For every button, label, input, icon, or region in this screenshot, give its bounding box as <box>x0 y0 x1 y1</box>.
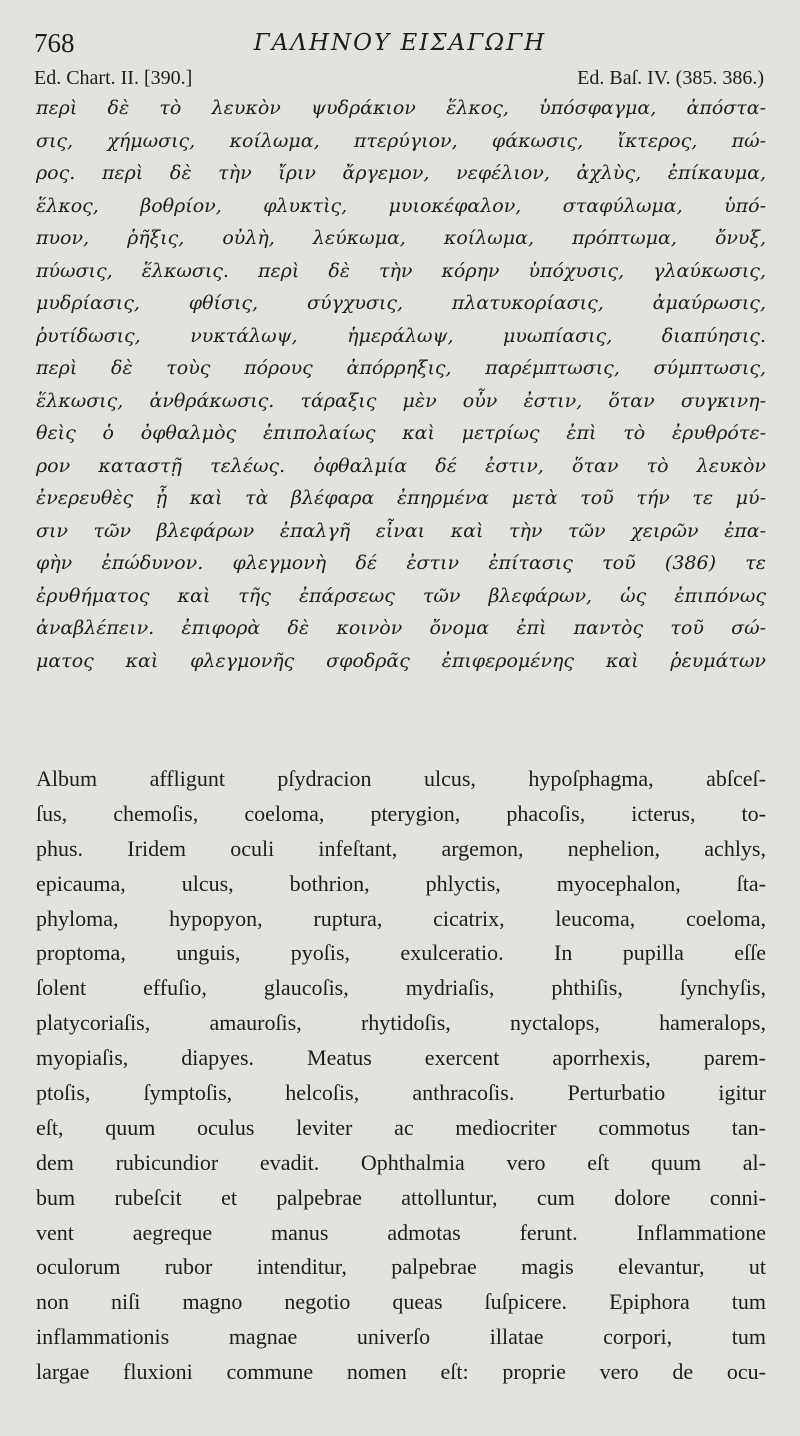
greek-line: σις, χήμωσις, κοίλωμα, πτερύγιον, φάκωσις, ἴκτερος, πώ- <box>36 129 766 152</box>
greek-line: ἕλκος, βοθρίον, φλυκτὶς, μυιοκέφαλον, σταφύλωμα, ὑπό- <box>36 194 766 217</box>
latin-line: eſt, quum oculus leviter ac mediocriter commotus tan- <box>36 1114 766 1140</box>
greek-line: πύωσις, ἕλκωσις. περὶ δὲ τὴν κόρην ὑπόχυσις, γλαύκωσις, <box>36 259 766 282</box>
page-number: 768 <box>34 28 75 58</box>
greek-line: ἀναβλέπειν. ἐπιφορὰ δὲ κοινὸν ὄνομα ἐπὶ παντὸς τοῦ σώ- <box>36 617 766 639</box>
latin-line: Album affligunt pſydracion ulcus, hypoſphagma, abſceſ- <box>36 766 766 791</box>
latin-line: ſus, chemoſis, coeloma, pterygion, phacoſis, icterus, to- <box>36 800 766 826</box>
latin-line: ptoſis, ſymptoſis, helcoſis, anthracoſis. Perturbatio igitur <box>36 1080 766 1106</box>
latin-line: dem rubicundior evadit. Ophthalmia vero eſt quum al- <box>36 1149 766 1175</box>
latin-line: inflammationis magnae univerſo illatae corpori, tum <box>36 1324 766 1350</box>
greek-text-block <box>36 92 766 677</box>
greek-line: σιν τῶν βλεφάρων ἐπαλγῆ εἶναι καὶ τὴν τῶν χειρῶν ἐπα- <box>36 519 766 542</box>
latin-line: platycoriaſis, amauroſis, rhytidoſis, nyctalops, hameralops, <box>36 1010 766 1036</box>
latin-line: ſolent effuſio, glaucoſis, mydriaſis, phthiſis, ſynchyſis, <box>36 975 766 1001</box>
greek-line: ματος καὶ φλεγμονῆς σφοδρᾶς ἐπιφερομένης καὶ ῥευμάτων <box>36 649 766 672</box>
greek-line: ἕλκωσις, ἀνθράκωσις. τάραξις μὲν οὖν ἐστιν, ὅταν συγκινη- <box>36 389 766 412</box>
greek-line: ρον καταστῇ τελέως. ὀφθαλμία δέ ἐστιν, ὅταν τὸ λευκὸν <box>36 454 766 477</box>
latin-line: non niſi magno negotio queas ſuſpicere. Epiphora tum <box>36 1289 766 1315</box>
greek-line: πυον, ῥῆξις, οὐλὴ, λεύκωμα, κοίλωμα, πρόπτωμα, ὄνυξ, <box>36 227 766 249</box>
greek-line: ἐρυθήματος καὶ τῆς ἐπάρσεως τῶν βλεφάρων, ὡς ἐπιπόνως <box>36 584 766 607</box>
latin-line: myopiaſis, diapyes. Meatus exercent aporrhexis, parem- <box>36 1045 766 1071</box>
running-title: ΓΑΛΗΝΟΥ ΕΙΣΑΓΩΓΗ <box>253 30 547 56</box>
latin-line: oculorum rubor intenditur, palpebrae magis elevantur, ut <box>36 1254 766 1280</box>
greek-line: ἐνερευθὲς ᾖ καὶ τὰ βλέφαρα ἐπηρμένα μετὰ τοῦ τήν τε μύ- <box>36 487 766 509</box>
latin-line: bum rubeſcit et palpebrae attolluntur, cum dolore conni- <box>36 1184 766 1210</box>
latin-line: largae fluxioni commune nomen eſt: proprie vero de ocu- <box>36 1359 766 1385</box>
latin-line: phus. Iridem oculi infeſtant, argemon, nephelion, achlys, <box>36 835 766 861</box>
greek-line: περὶ δὲ τοὺς πόρους ἀπόρρηξις, παρέμπτωσις, σύμπτωσις, <box>36 357 766 379</box>
greek-line: θεὶς ὁ ὀφθαλμὸς ἐπιπολαίως καὶ μετρίως ἐπὶ τὸ ἐρυθρότε- <box>36 422 766 444</box>
latin-line: epicauma, ulcus, bothrion, phlyctis, myocephalon, ſta- <box>36 870 766 896</box>
greek-line: περὶ δὲ τὸ λευκὸν ψυδράκιον ἕλκος, ὑπόσφαγμα, ἀπόστα- <box>36 97 766 119</box>
greek-line: ῥυτίδωσις, νυκτάλωψ, ἡμεράλωψ, μυωπίασις, διαπύησις. <box>36 324 766 347</box>
latin-line: phyloma, hypopyon, ruptura, cicatrix, leucoma, coeloma, <box>36 905 766 931</box>
greek-line: ρος. περὶ δὲ τὴν ἴριν ἄργεμον, νεφέλιον, ἀχλὺς, ἐπίκαυμα, <box>36 162 766 184</box>
latin-line: vent aegreque manus admotas ferunt. Inflammatione <box>36 1219 766 1245</box>
latin-text-block <box>36 762 766 1390</box>
greek-line: φὴν ἐπώδυνον. φλεγμονὴ δέ ἐστιν ἐπίτασις τοῦ (386) τε <box>36 552 766 574</box>
latin-line: proptoma, unguis, pyoſis, exulceratio. In pupilla eſſe <box>36 940 766 966</box>
edition-reference-left: Ed. Chart. II. [390.] <box>34 67 193 89</box>
greek-line: μυδρίασις, φθίσις, σύγχυσις, πλατυκορίασις, ἀμαύρωσις, <box>36 292 766 314</box>
edition-reference-right: Ed. Baſ. IV. (385. 386.) <box>577 67 764 89</box>
